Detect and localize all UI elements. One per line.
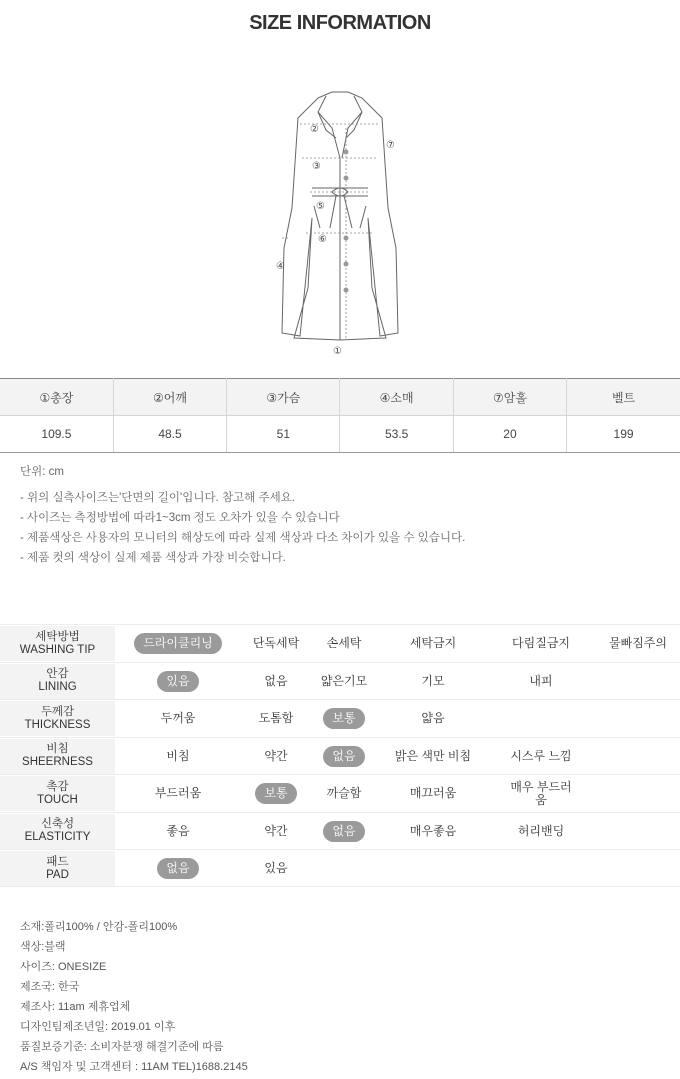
- fabric-option-text: 시스루 느낌: [510, 748, 572, 763]
- value-cell: 20: [453, 416, 566, 453]
- marker-1: ①: [333, 346, 342, 357]
- fabric-option-text: 까슬함: [326, 786, 362, 800]
- header-cell: ④소매: [340, 379, 453, 416]
- info-item: 제조사: 11am 제휴업체: [20, 1001, 131, 1013]
- fabric-option: [241, 813, 311, 850]
- size-table: [0, 378, 680, 453]
- info-item: A/S 책임자 및 고객센터 : 11AM TEL)1688.2145: [20, 1061, 248, 1073]
- fabric-row-label: [0, 851, 115, 886]
- value-cell: 53.5: [340, 416, 453, 453]
- page-title: SIZE INFORMATION: [249, 12, 431, 34]
- fabric-option: [128, 813, 228, 850]
- fabric-option-text: 없음: [323, 821, 364, 842]
- fabric-option: [128, 775, 228, 812]
- fabric-option-text: 세탁금지: [409, 636, 457, 650]
- fabric-option-text: 없음: [157, 858, 198, 879]
- fabric-row: [0, 737, 680, 775]
- fabric-option-text: 매우 부드러움: [510, 779, 572, 807]
- value-cell: 109.5: [0, 416, 113, 453]
- fabric-option: [241, 625, 311, 662]
- fabric-option-text: 허리밴딩: [517, 823, 565, 838]
- fabric-option: [309, 663, 379, 700]
- marker-2: ②: [310, 124, 319, 135]
- fabric-row: [0, 812, 680, 850]
- header-cell: ⑦암홀: [453, 379, 566, 416]
- note-item: - 위의 실측사이즈는'단면의 길이'입니다. 참고해 주세요.: [20, 492, 295, 504]
- fabric-option: [393, 738, 473, 775]
- fabric-label-ko: 패드: [46, 855, 69, 868]
- unit-label: 단위: cm: [20, 466, 64, 478]
- header-cell: ③가슴: [227, 379, 340, 416]
- fabric-option-text: 밝은 색만 비침: [394, 748, 472, 763]
- fabric-option: [309, 625, 379, 662]
- header-cell: ②어깨: [113, 379, 226, 416]
- fabric-row-label: [0, 701, 115, 736]
- size-table-value-row: [0, 416, 680, 453]
- fabric-option-text: 얇은기모: [320, 673, 368, 688]
- fabric-option: [393, 700, 473, 737]
- fabric-option-text: 있음: [264, 861, 288, 875]
- fabric-option-text: 드라이클리닝: [134, 633, 222, 654]
- fabric-option-text: 보통: [255, 783, 296, 804]
- info-item: 제조국: 한국: [20, 981, 80, 993]
- fabric-option: [506, 738, 576, 775]
- fabric-option: [128, 738, 228, 775]
- fabric-label-en: LINING: [38, 681, 77, 693]
- fabric-option: [309, 775, 379, 812]
- value-cell: 48.5: [113, 416, 226, 453]
- fabric-option-text: 다림질금지: [512, 636, 570, 650]
- note-item: - 제품 컷의 색상이 실제 제품 색상과 가장 비슷합니다.: [20, 552, 286, 564]
- fabric-option-text: 기모: [421, 673, 445, 688]
- fabric-option: [241, 738, 311, 775]
- fabric-option: [506, 663, 576, 700]
- marker-3: ③: [312, 161, 321, 172]
- marker-4: ④: [276, 261, 285, 272]
- fabric-row: [0, 624, 680, 662]
- fabric-label-en: WASHING TIP: [19, 643, 96, 656]
- fabric-label-en: ELASTICITY: [24, 831, 91, 843]
- fabric-row: [0, 849, 680, 887]
- value-cell: 199: [567, 416, 680, 453]
- fabric-label-ko: 세탁방법: [35, 630, 80, 643]
- fabric-option-text: 약간: [264, 748, 288, 763]
- fabric-option-text: 없음: [264, 673, 288, 688]
- fabric-option: [241, 850, 311, 887]
- fabric-option-text: 얇음: [421, 711, 445, 725]
- fabric-label-en: TOUCH: [37, 793, 78, 806]
- marker-6: ⑥: [318, 234, 327, 245]
- fabric-option-text: 물빠짐주의: [609, 636, 667, 650]
- fabric-row-label: [0, 814, 115, 849]
- fabric-option: [506, 625, 576, 662]
- fabric-option-text: 단독세탁: [252, 636, 300, 650]
- fabric-option: [393, 663, 473, 700]
- fabric-option: [393, 625, 473, 662]
- fabric-row: [0, 699, 680, 737]
- fabric-option: [506, 775, 576, 812]
- fabric-row: [0, 662, 680, 700]
- fabric-option-selected: [128, 625, 228, 662]
- fabric-label-ko: 촉감: [46, 780, 69, 793]
- fabric-option-text: 두꺼움: [160, 711, 196, 725]
- fabric-option-text: 보통: [323, 708, 364, 729]
- info-item: 디자인팀제조년일: 2019.01 이후: [20, 1021, 176, 1033]
- marker-7: ⑦: [386, 140, 395, 151]
- fabric-label-ko: 안감: [46, 668, 69, 680]
- fabric-option-selected: [309, 700, 379, 737]
- fabric-option-text: 매우좋음: [409, 823, 457, 838]
- fabric-label-ko: 신축성: [40, 818, 75, 830]
- fabric-option-selected: [128, 663, 228, 700]
- fabric-option-text: 없음: [323, 746, 364, 767]
- note-item: - 제품색상은 사용자의 모니터의 해상도에 따라 실제 색상과 다소 차이가 있을 수 있습니다.: [20, 532, 466, 544]
- fabric-option-text: 내피: [529, 673, 553, 688]
- fabric-option-text: 매끄러움: [409, 786, 457, 800]
- fabric-info-table: [0, 624, 680, 887]
- fabric-label-en: SHEERNESS: [22, 756, 93, 768]
- note-item: - 사이즈는 측정방법에 따라1~3cm 정도 오차가 있을 수 있습니다: [20, 512, 340, 524]
- value-cell: 51: [227, 416, 340, 453]
- product-info-list: [20, 918, 248, 1078]
- fabric-option: [128, 700, 228, 737]
- fabric-option-selected: [128, 850, 228, 887]
- fabric-option-text: 부드러움: [154, 786, 202, 800]
- coat-diagram: [270, 88, 410, 360]
- info-item: 소재:폴리100% / 안감-폴리100%: [20, 921, 178, 933]
- fabric-row-label: [0, 664, 115, 699]
- marker-5: ⑤: [316, 201, 325, 212]
- fabric-label-ko: 두께감: [40, 705, 75, 718]
- fabric-option: [241, 663, 311, 700]
- fabric-option-selected: [309, 738, 379, 775]
- fabric-row-label: [0, 626, 115, 661]
- fabric-label-en: THICKNESS: [24, 718, 91, 731]
- header-cell: 벨트: [567, 379, 680, 416]
- fabric-label-ko: 비침: [46, 743, 69, 755]
- fabric-option-text: 약간: [264, 823, 288, 838]
- fabric-option: [506, 813, 576, 850]
- fabric-option: [598, 625, 678, 662]
- fabric-option-text: 손세탁: [326, 636, 362, 650]
- fabric-option: [393, 813, 473, 850]
- fabric-option-selected: [241, 775, 311, 812]
- info-item: 사이즈: ONESIZE: [20, 961, 107, 973]
- fabric-row-label: [0, 739, 115, 774]
- fabric-option: [241, 700, 311, 737]
- info-item: 품질보증기준: 소비자분쟁 해결기준에 따름: [20, 1041, 224, 1053]
- fabric-option-text: 있음: [157, 671, 198, 692]
- fabric-label-en: PAD: [46, 868, 69, 881]
- size-table-header-row: [0, 379, 680, 416]
- fabric-row: [0, 774, 680, 812]
- fabric-option-text: 비침: [166, 748, 190, 763]
- info-item: 색상:블랙: [20, 941, 66, 953]
- header-cell: ①총장: [0, 379, 113, 416]
- fabric-row-label: [0, 776, 115, 811]
- size-notes: [20, 490, 465, 570]
- fabric-option: [393, 775, 473, 812]
- fabric-option-text: 좋음: [166, 823, 190, 838]
- fabric-option-text: 도톰함: [258, 711, 294, 725]
- fabric-option-selected: [309, 813, 379, 850]
